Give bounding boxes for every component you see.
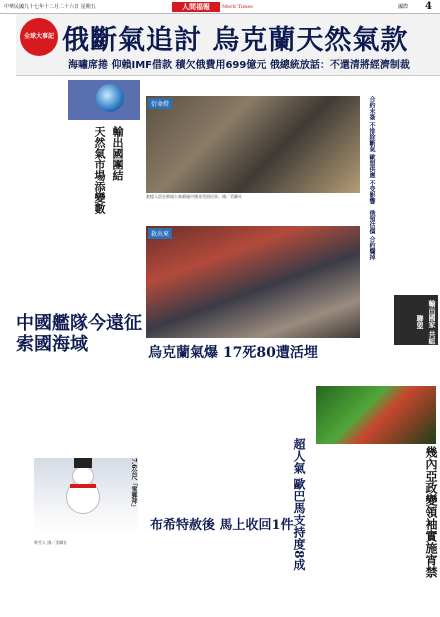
left-column-text (4, 80, 66, 300)
snowman-scarf (70, 484, 96, 488)
explosion-article-col-a (146, 360, 256, 430)
obama-article-text (306, 438, 388, 610)
bush-pardon-headline: 布希特赦後 馬上收回1件 (150, 518, 294, 533)
main-headline: 俄斷氣追討 烏克蘭天然氣款 (62, 25, 409, 56)
guinea-soldiers-photo (316, 386, 436, 444)
rescue-photo-bottom (146, 226, 360, 338)
obama-approval-headline: 超人氣 歐巴馬支持度8成 (292, 438, 306, 571)
snowman-head (72, 466, 94, 486)
ukraine-explosion-headline: 烏克蘭氣爆 17死80遭活埋 (148, 345, 318, 361)
right-subhead-1: 合約未簽 不排除斷氣 (368, 96, 375, 153)
photo-tag-bottom: 救出來 (148, 228, 172, 239)
photo-tag-top: 衍命燈 (148, 98, 172, 109)
right-column-text-lower (362, 295, 392, 385)
exporters-alliance-box: 輸出國家 共組聯盟 (394, 295, 438, 345)
snowman-hat-icon (74, 458, 92, 468)
opec-vertical-title: 輸出國團結 (111, 126, 124, 181)
main-subheadline: 海嘯席捲 仰賴IMF借款 積欠俄費用699億元 俄總統放話：不還清將經濟制裁 (68, 60, 410, 71)
globe-icon (96, 84, 124, 112)
newspaper-logo: 人間福報 (172, 2, 220, 12)
right-subhead-2: 歐盟供應 不受影響 (368, 154, 375, 205)
publication-name: Merit Times (222, 4, 253, 10)
pardon-article-col-bottom (146, 534, 276, 612)
china-fleet-headline: 中國艦隊今遠征索國海域 (16, 313, 142, 355)
page-header (0, 0, 440, 14)
section-label: 國際 (398, 4, 409, 10)
guinea-coup-headline: 幾內亞政變領袖實施宵禁 (424, 446, 438, 578)
right-column-text (378, 96, 436, 292)
snowman-side-note: 7.6公尺「雪郵拜」 (130, 458, 137, 511)
section-badge: 全球大事記 (20, 18, 58, 56)
gas-market-vertical-title: 天然氣市場添變數 (93, 126, 106, 214)
rescue-photo-top (146, 96, 360, 193)
issue-date: 中華民國九十七年十二月二十六日 星期五 (4, 4, 96, 10)
right-subhead-3: 俄預估價 合約爛掉 (368, 210, 375, 261)
pardon-article-col-top (146, 438, 276, 510)
snowman-caption: 堆雪人 國／美聯社 (34, 540, 68, 545)
photo-caption-top: 救援人員在倒塌公寓廢墟中搜尋受困民眾。國／美聯社 (146, 194, 242, 199)
page-number: 4 (425, 1, 432, 12)
